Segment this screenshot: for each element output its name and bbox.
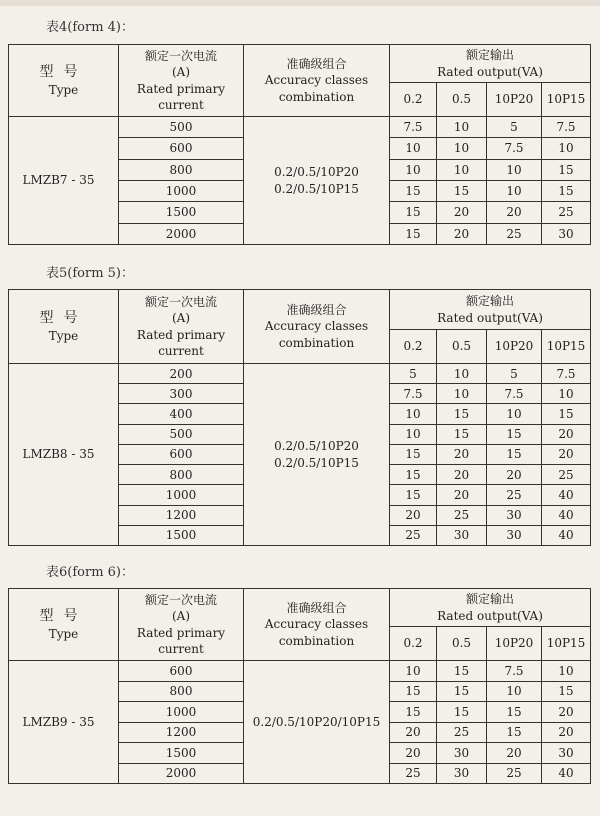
value-cell: 15 (390, 223, 437, 244)
value-cell: 7.5 (390, 384, 437, 404)
value-cell: 20 (390, 722, 437, 743)
value-cell: 15 (437, 180, 487, 201)
value-cell: 25 (542, 465, 591, 485)
value-cell: 25 (390, 525, 437, 545)
value-cell: 15 (542, 180, 591, 201)
value-cell: 15 (390, 444, 437, 464)
value-cell: 5 (487, 117, 542, 138)
accuracy-cell: 0.2/0.5/10P20/10P15 (244, 661, 390, 784)
form-5-table (8, 289, 591, 546)
value-cell: 10 (487, 159, 542, 180)
current-cell: 200 (119, 364, 244, 384)
value-cell: 7.5 (487, 138, 542, 159)
value-cell: 20 (390, 505, 437, 525)
current-cell: 800 (119, 465, 244, 485)
value-cell: 15 (390, 465, 437, 485)
value-cell: 10 (437, 117, 487, 138)
value-cell: 15 (437, 404, 487, 424)
value-cell: 20 (437, 444, 487, 464)
value-cell: 30 (487, 525, 542, 545)
current-cell: 500 (119, 117, 244, 138)
current-cell: 1000 (119, 702, 244, 723)
value-cell: 20 (487, 465, 542, 485)
value-cell: 10 (487, 180, 542, 201)
output-header: 额定输出 Rated output(VA) (390, 45, 591, 83)
value-cell: 20 (437, 485, 487, 505)
value-cell: 30 (542, 743, 591, 764)
value-cell: 15 (437, 702, 487, 723)
value-cell: 10 (437, 138, 487, 159)
value-cell: 15 (542, 404, 591, 424)
model-cell: LMZB8 - 35 (9, 364, 119, 546)
value-cell: 15 (437, 661, 487, 682)
value-cell: 5 (390, 364, 437, 384)
value-cell: 7.5 (390, 117, 437, 138)
accuracy-cell: 0.2/0.5/10P20 0.2/0.5/10P15 (244, 117, 390, 245)
form-6-label: 表6(form 6)： (46, 565, 134, 580)
current-cell: 800 (119, 681, 244, 702)
accuracy-cell: 0.2/0.5/10P20 0.2/0.5/10P15 (244, 364, 390, 546)
current-header: 额定一次电流 (A) Rated primary current (119, 589, 244, 661)
value-cell: 15 (487, 722, 542, 743)
accuracy-header: 准确级组合 Accuracy classes combination (244, 290, 390, 364)
page-top-edge (0, 0, 600, 6)
current-header: 额定一次电流 (A) Rated primary current (119, 290, 244, 364)
current-cell: 800 (119, 159, 244, 180)
value-cell: 15 (487, 424, 542, 444)
value-cell: 15 (487, 702, 542, 723)
value-cell: 10 (390, 159, 437, 180)
output-col-10p15: 10P15 (542, 330, 591, 364)
value-cell: 40 (542, 485, 591, 505)
value-cell: 25 (487, 763, 542, 784)
value-cell: 7.5 (487, 661, 542, 682)
current-cell: 2000 (119, 763, 244, 784)
value-cell: 25 (487, 485, 542, 505)
value-cell: 20 (542, 424, 591, 444)
current-header: 额定一次电流 (A) Rated primary current (119, 45, 244, 117)
value-cell: 25 (437, 505, 487, 525)
output-col-0.5: 0.5 (437, 83, 487, 117)
value-cell: 25 (437, 722, 487, 743)
current-cell: 300 (119, 384, 244, 404)
value-cell: 10 (390, 424, 437, 444)
value-cell: 15 (487, 444, 542, 464)
form-5-label: 表5(form 5)： (46, 266, 134, 281)
table-row (9, 117, 591, 138)
value-cell: 10 (390, 138, 437, 159)
output-col-0.2: 0.2 (390, 83, 437, 117)
value-cell: 25 (390, 763, 437, 784)
value-cell: 20 (437, 223, 487, 244)
form-4-label: 表4(form 4)： (46, 20, 134, 35)
value-cell: 5 (487, 364, 542, 384)
type-header: 型号 Type (9, 290, 119, 364)
output-header: 额定输出 Rated output(VA) (390, 589, 591, 627)
form-4-table (8, 44, 591, 245)
accuracy-header: 准确级组合 Accuracy classes combination (244, 589, 390, 661)
value-cell: 15 (390, 681, 437, 702)
value-cell: 20 (487, 743, 542, 764)
output-col-10p20: 10P20 (487, 330, 542, 364)
value-cell: 40 (542, 525, 591, 545)
output-col-10p15: 10P15 (542, 627, 591, 661)
value-cell: 15 (390, 202, 437, 223)
output-col-0.5: 0.5 (437, 627, 487, 661)
output-header: 额定输出 Rated output(VA) (390, 290, 591, 330)
value-cell: 30 (487, 505, 542, 525)
type-header: 型号 Type (9, 45, 119, 117)
value-cell: 10 (390, 404, 437, 424)
value-cell: 20 (542, 702, 591, 723)
output-col-0.5: 0.5 (437, 330, 487, 364)
value-cell: 30 (437, 525, 487, 545)
current-cell: 1500 (119, 202, 244, 223)
value-cell: 30 (437, 743, 487, 764)
model-cell: LMZB7 - 35 (9, 117, 119, 245)
value-cell: 10 (390, 661, 437, 682)
value-cell: 25 (542, 202, 591, 223)
value-cell: 10 (542, 138, 591, 159)
current-cell: 600 (119, 444, 244, 464)
accuracy-header: 准确级组合 Accuracy classes combination (244, 45, 390, 117)
form-6-table (8, 588, 591, 784)
value-cell: 20 (487, 202, 542, 223)
current-cell: 1200 (119, 722, 244, 743)
output-col-0.2: 0.2 (390, 330, 437, 364)
value-cell: 30 (437, 763, 487, 784)
value-cell: 7.5 (487, 384, 542, 404)
current-cell: 500 (119, 424, 244, 444)
value-cell: 15 (437, 424, 487, 444)
value-cell: 15 (390, 180, 437, 201)
value-cell: 40 (542, 505, 591, 525)
output-col-0.2: 0.2 (390, 627, 437, 661)
current-cell: 1000 (119, 180, 244, 201)
value-cell: 10 (487, 404, 542, 424)
value-cell: 10 (542, 384, 591, 404)
current-cell: 1200 (119, 505, 244, 525)
value-cell: 10 (542, 661, 591, 682)
current-cell: 400 (119, 404, 244, 424)
value-cell: 20 (437, 465, 487, 485)
value-cell: 10 (487, 681, 542, 702)
value-cell: 7.5 (542, 117, 591, 138)
value-cell: 20 (390, 743, 437, 764)
value-cell: 15 (390, 485, 437, 505)
value-cell: 20 (542, 444, 591, 464)
output-col-10p15: 10P15 (542, 83, 591, 117)
current-cell: 600 (119, 661, 244, 682)
model-cell: LMZB9 - 35 (9, 661, 119, 784)
value-cell: 15 (437, 681, 487, 702)
current-cell: 600 (119, 138, 244, 159)
current-cell: 1500 (119, 525, 244, 545)
output-col-10p20: 10P20 (487, 627, 542, 661)
value-cell: 30 (542, 223, 591, 244)
value-cell: 40 (542, 763, 591, 784)
value-cell: 10 (437, 384, 487, 404)
current-cell: 2000 (119, 223, 244, 244)
value-cell: 15 (542, 159, 591, 180)
value-cell: 20 (542, 722, 591, 743)
value-cell: 15 (390, 702, 437, 723)
value-cell: 15 (542, 681, 591, 702)
type-header: 型号 Type (9, 589, 119, 661)
value-cell: 7.5 (542, 364, 591, 384)
current-cell: 1000 (119, 485, 244, 505)
table-row (9, 364, 591, 384)
current-cell: 1500 (119, 743, 244, 764)
value-cell: 25 (487, 223, 542, 244)
output-col-10p20: 10P20 (487, 83, 542, 117)
value-cell: 10 (437, 364, 487, 384)
table-row (9, 661, 591, 682)
value-cell: 10 (437, 159, 487, 180)
value-cell: 20 (437, 202, 487, 223)
